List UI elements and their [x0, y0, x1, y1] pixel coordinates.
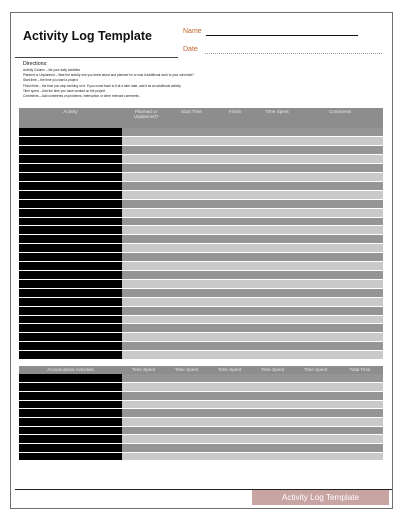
entry-cell[interactable] — [294, 452, 337, 461]
entry-cell[interactable] — [170, 181, 213, 190]
entry-cell[interactable] — [257, 279, 297, 288]
entry-cell[interactable] — [122, 190, 170, 199]
entry-cell[interactable] — [213, 253, 257, 262]
activity-name-cell[interactable] — [19, 452, 122, 461]
entry-cell[interactable] — [208, 417, 251, 426]
column-header-time-spent: Time Spent — [294, 366, 337, 374]
entry-cell[interactable] — [297, 164, 383, 173]
directions-line: Activity Column – list your daily activities — [23, 68, 81, 72]
table-row — [19, 391, 383, 400]
activity-name-cell[interactable] — [19, 173, 122, 182]
entry-cell[interactable] — [257, 306, 297, 315]
activity-name-cell[interactable] — [19, 288, 122, 297]
entry-cell[interactable] — [297, 306, 383, 315]
table-row — [19, 190, 383, 199]
column-header-finish: Finish — [213, 108, 257, 128]
entry-cell[interactable] — [208, 444, 251, 453]
entry-cell[interactable] — [251, 426, 294, 435]
entry-cell[interactable] — [122, 409, 165, 418]
activity-name-cell[interactable] — [19, 444, 122, 453]
entry-cell[interactable] — [122, 417, 165, 426]
activity-name-cell[interactable] — [19, 244, 122, 253]
entry-cell[interactable] — [297, 315, 383, 324]
entry-cell[interactable] — [213, 262, 257, 271]
activity-name-cell[interactable] — [19, 155, 122, 164]
entry-cell[interactable] — [122, 297, 170, 306]
entry-cell[interactable] — [122, 181, 170, 190]
entry-cell[interactable] — [257, 181, 297, 190]
entry-cell[interactable] — [170, 244, 213, 253]
entry-cell[interactable] — [170, 226, 213, 235]
entry-cell[interactable] — [213, 181, 257, 190]
entry-cell[interactable] — [208, 383, 251, 392]
entry-cell[interactable] — [122, 244, 170, 253]
activity-name-cell[interactable] — [19, 400, 122, 409]
entry-cell[interactable] — [297, 271, 383, 280]
footer-badge: Activity Log Template — [252, 490, 389, 505]
table-header-row — [19, 108, 383, 128]
entry-cell[interactable] — [122, 253, 170, 262]
entry-cell[interactable] — [170, 279, 213, 288]
entry-cell[interactable] — [213, 306, 257, 315]
entry-cell[interactable] — [170, 173, 213, 182]
activity-name-cell[interactable] — [19, 128, 122, 137]
activity-name-cell[interactable] — [19, 426, 122, 435]
entry-cell[interactable] — [297, 181, 383, 190]
entry-cell[interactable] — [122, 288, 170, 297]
entry-cell[interactable] — [294, 400, 337, 409]
table-row — [19, 244, 383, 253]
entry-cell[interactable] — [297, 199, 383, 208]
entry-cell[interactable] — [213, 208, 257, 217]
table-row — [19, 279, 383, 288]
entry-cell[interactable] — [122, 342, 170, 351]
entry-cell[interactable] — [294, 444, 337, 453]
table-row — [19, 235, 383, 244]
entry-cell[interactable] — [297, 324, 383, 333]
entry-cell[interactable] — [208, 426, 251, 435]
column-header-time-spent: Time Spent — [208, 366, 251, 374]
activity-name-cell[interactable] — [19, 435, 122, 444]
table-row — [19, 288, 383, 297]
table-row — [19, 306, 383, 315]
entry-cell[interactable] — [122, 452, 165, 461]
activity-name-cell[interactable] — [19, 190, 122, 199]
entry-cell[interactable] — [170, 351, 213, 360]
entry-cell[interactable] — [213, 226, 257, 235]
entry-cell[interactable] — [251, 417, 294, 426]
entry-cell[interactable] — [297, 208, 383, 217]
entry-cell[interactable] — [213, 235, 257, 244]
entry-cell[interactable] — [257, 297, 297, 306]
table-row — [19, 128, 383, 137]
activity-name-cell[interactable] — [19, 333, 122, 342]
table-row — [19, 324, 383, 333]
entry-cell[interactable] — [257, 146, 297, 155]
entry-cell[interactable] — [213, 137, 257, 146]
entry-cell[interactable] — [122, 315, 170, 324]
entry-cell[interactable] — [297, 333, 383, 342]
entry-cell[interactable] — [257, 199, 297, 208]
entry-cell[interactable] — [165, 426, 208, 435]
table-row — [19, 426, 383, 435]
entry-cell[interactable] — [297, 262, 383, 271]
entry-cell[interactable] — [213, 351, 257, 360]
entry-cell[interactable] — [257, 217, 297, 226]
entry-cell[interactable] — [170, 333, 213, 342]
activity-name-cell[interactable] — [19, 235, 122, 244]
entry-cell[interactable] — [170, 146, 213, 155]
entry-cell[interactable] — [294, 409, 337, 418]
table-row — [19, 297, 383, 306]
entry-cell[interactable] — [257, 288, 297, 297]
table-row — [19, 333, 383, 342]
entry-cell[interactable] — [122, 155, 170, 164]
entry-cell[interactable] — [213, 128, 257, 137]
entry-cell[interactable] — [257, 190, 297, 199]
entry-cell[interactable] — [294, 435, 337, 444]
entry-cell[interactable] — [337, 409, 383, 418]
name-label: Name — [183, 28, 202, 35]
entry-cell[interactable] — [257, 324, 297, 333]
column-header-activity: Activity — [19, 108, 122, 128]
column-header-start-time: Start Time — [170, 108, 213, 128]
entry-cell[interactable] — [213, 164, 257, 173]
column-header-comments: Comments — [297, 108, 383, 128]
entry-cell[interactable] — [297, 297, 383, 306]
entry-cell[interactable] — [297, 173, 383, 182]
directions-block — [23, 61, 383, 99]
entry-cell[interactable] — [208, 452, 251, 461]
entry-cell[interactable] — [213, 173, 257, 182]
entry-cell[interactable] — [213, 146, 257, 155]
column-header-time-spent: Time Spent — [257, 108, 297, 128]
entry-cell[interactable] — [213, 288, 257, 297]
entry-cell[interactable] — [213, 155, 257, 164]
table-row — [19, 208, 383, 217]
entry-cell[interactable] — [170, 324, 213, 333]
entry-cell[interactable] — [122, 426, 165, 435]
table-row — [19, 452, 383, 461]
entry-cell[interactable] — [122, 217, 170, 226]
entry-cell[interactable] — [165, 452, 208, 461]
entry-cell[interactable] — [294, 374, 337, 383]
entry-cell[interactable] — [122, 137, 170, 146]
entry-cell[interactable] — [337, 383, 383, 392]
entry-cell[interactable] — [297, 155, 383, 164]
table-row — [19, 226, 383, 235]
entry-cell[interactable] — [297, 128, 383, 137]
entry-cell[interactable] — [170, 297, 213, 306]
entry-cell[interactable] — [251, 409, 294, 418]
title-underline — [15, 57, 178, 58]
directions-line: Start time – the time you start a project — [23, 78, 78, 83]
activity-name-cell[interactable] — [19, 137, 122, 146]
entry-cell[interactable] — [213, 333, 257, 342]
entry-cell[interactable] — [213, 279, 257, 288]
entry-cell[interactable] — [297, 190, 383, 199]
entry-cell[interactable] — [213, 297, 257, 306]
entry-cell[interactable] — [170, 235, 213, 244]
entry-cell[interactable] — [165, 409, 208, 418]
entry-cell[interactable] — [170, 155, 213, 164]
entry-cell[interactable] — [294, 383, 337, 392]
activity-name-cell[interactable] — [19, 374, 122, 383]
table-row — [19, 155, 383, 164]
entry-cell[interactable] — [122, 164, 170, 173]
entry-cell[interactable] — [170, 164, 213, 173]
table-row — [19, 262, 383, 271]
entry-cell[interactable] — [257, 253, 297, 262]
entry-cell[interactable] — [337, 435, 383, 444]
entry-cell[interactable] — [213, 342, 257, 351]
table-row — [19, 253, 383, 262]
entry-cell[interactable] — [122, 400, 165, 409]
entry-cell[interactable] — [213, 315, 257, 324]
entry-cell[interactable] — [122, 199, 170, 208]
table-row — [19, 435, 383, 444]
entry-cell[interactable] — [165, 391, 208, 400]
entry-cell[interactable] — [213, 324, 257, 333]
table-row — [19, 315, 383, 324]
entry-cell[interactable] — [251, 383, 294, 392]
entry-cell[interactable] — [337, 391, 383, 400]
entry-cell[interactable] — [122, 324, 170, 333]
entry-cell[interactable] — [122, 146, 170, 155]
directions-line: Time spent – Add the time you have worked on the project — [23, 88, 106, 93]
entry-cell[interactable] — [257, 351, 297, 360]
entry-cell[interactable] — [297, 342, 383, 351]
column-header-planned: Planned or Unplanned? — [122, 108, 170, 128]
name-field[interactable] — [206, 35, 358, 36]
entry-cell[interactable] — [170, 190, 213, 199]
entry-cell[interactable] — [213, 199, 257, 208]
entry-cell[interactable] — [122, 235, 170, 244]
entry-cell[interactable] — [251, 435, 294, 444]
entry-cell[interactable] — [297, 279, 383, 288]
entry-cell[interactable] — [208, 435, 251, 444]
activity-name-cell[interactable] — [19, 391, 122, 400]
activity-name-cell[interactable] — [19, 199, 122, 208]
entry-cell[interactable] — [297, 226, 383, 235]
directions-line: Comments – Add comments on problems, interruption or other relevant comments. — [23, 94, 140, 99]
entry-cell[interactable] — [297, 137, 383, 146]
activity-name-cell[interactable] — [19, 271, 122, 280]
entry-cell[interactable] — [122, 279, 170, 288]
column-header-accumulative-activities: Accumulative Activities — [19, 366, 122, 374]
activity-name-cell[interactable] — [19, 351, 122, 360]
entry-cell[interactable] — [165, 444, 208, 453]
entry-cell[interactable] — [170, 208, 213, 217]
entry-cell[interactable] — [337, 417, 383, 426]
table-row — [19, 400, 383, 409]
column-header-time-spent: Time Spent — [251, 366, 294, 374]
entry-cell[interactable] — [122, 262, 170, 271]
entry-cell[interactable] — [257, 137, 297, 146]
entry-cell[interactable] — [251, 391, 294, 400]
entry-cell[interactable] — [122, 306, 170, 315]
entry-cell[interactable] — [170, 262, 213, 271]
table-row — [19, 146, 383, 155]
activity-name-cell[interactable] — [19, 324, 122, 333]
entry-cell[interactable] — [122, 383, 165, 392]
table-row — [19, 351, 383, 360]
entry-cell[interactable] — [337, 444, 383, 453]
entry-cell[interactable] — [251, 400, 294, 409]
table-row — [19, 173, 383, 182]
entry-cell[interactable] — [297, 253, 383, 262]
entry-cell[interactable] — [122, 351, 170, 360]
table-row — [19, 374, 383, 383]
entry-cell[interactable] — [297, 288, 383, 297]
activity-name-cell[interactable] — [19, 253, 122, 262]
activity-name-cell[interactable] — [19, 226, 122, 235]
entry-cell[interactable] — [165, 383, 208, 392]
activity-name-cell[interactable] — [19, 315, 122, 324]
table-row — [19, 164, 383, 173]
entry-cell[interactable] — [122, 374, 165, 383]
entry-cell[interactable] — [257, 333, 297, 342]
entry-cell[interactable] — [208, 400, 251, 409]
entry-cell[interactable] — [251, 452, 294, 461]
entry-cell[interactable] — [170, 128, 213, 137]
table-row — [19, 199, 383, 208]
activity-name-cell[interactable] — [19, 181, 122, 190]
activity-name-cell[interactable] — [19, 383, 122, 392]
entry-cell[interactable] — [213, 217, 257, 226]
entry-cell[interactable] — [122, 271, 170, 280]
activity-name-cell[interactable] — [19, 208, 122, 217]
entry-cell[interactable] — [170, 199, 213, 208]
entry-cell[interactable] — [294, 391, 337, 400]
entry-cell[interactable] — [213, 271, 257, 280]
activity-name-cell[interactable] — [19, 146, 122, 155]
column-header-time-spent: Time Spent — [122, 366, 165, 374]
entry-cell[interactable] — [337, 426, 383, 435]
entry-cell[interactable] — [257, 342, 297, 351]
activity-name-cell[interactable] — [19, 409, 122, 418]
entry-cell[interactable] — [257, 244, 297, 253]
directions-heading: Directions: — [23, 61, 48, 67]
activity-name-cell[interactable] — [19, 262, 122, 271]
date-field[interactable] — [205, 53, 382, 54]
entry-cell[interactable] — [208, 374, 251, 383]
column-header-total-time: Total Time — [337, 366, 383, 374]
table-header-row — [19, 366, 383, 374]
table-row — [19, 181, 383, 190]
table-row — [19, 217, 383, 226]
entry-cell[interactable] — [122, 128, 170, 137]
entry-cell[interactable] — [257, 208, 297, 217]
page-title: Activity Log Template — [23, 29, 152, 43]
entry-cell[interactable] — [337, 400, 383, 409]
entry-cell[interactable] — [122, 444, 165, 453]
table-row — [19, 444, 383, 453]
entry-cell[interactable] — [257, 164, 297, 173]
entry-cell[interactable] — [122, 173, 170, 182]
entry-cell[interactable] — [170, 342, 213, 351]
table-row — [19, 342, 383, 351]
table-row — [19, 409, 383, 418]
entry-cell[interactable] — [170, 217, 213, 226]
entry-cell[interactable] — [257, 235, 297, 244]
entry-cell[interactable] — [297, 244, 383, 253]
entry-cell[interactable] — [122, 391, 165, 400]
entry-cell[interactable] — [297, 146, 383, 155]
entry-cell[interactable] — [165, 435, 208, 444]
entry-cell[interactable] — [257, 262, 297, 271]
entry-cell[interactable] — [251, 444, 294, 453]
date-label: Date — [183, 46, 198, 53]
activity-name-cell[interactable] — [19, 164, 122, 173]
entry-cell[interactable] — [208, 409, 251, 418]
entry-cell[interactable] — [297, 351, 383, 360]
activity-name-cell[interactable] — [19, 342, 122, 351]
entry-cell[interactable] — [208, 391, 251, 400]
column-header-time-spent: Time Spent — [165, 366, 208, 374]
table-row — [19, 417, 383, 426]
activity-name-cell[interactable] — [19, 306, 122, 315]
entry-cell[interactable] — [170, 315, 213, 324]
entry-cell[interactable] — [170, 288, 213, 297]
entry-cell[interactable] — [337, 374, 383, 383]
entry-cell[interactable] — [170, 271, 213, 280]
entry-cell[interactable] — [257, 155, 297, 164]
entry-cell[interactable] — [170, 306, 213, 315]
entry-cell[interactable] — [170, 137, 213, 146]
entry-cell[interactable] — [213, 190, 257, 199]
entry-cell[interactable] — [337, 452, 383, 461]
table-row — [19, 271, 383, 280]
entry-cell[interactable] — [170, 253, 213, 262]
accumulative-activities-table — [19, 366, 383, 461]
entry-cell[interactable] — [122, 208, 170, 217]
directions-line: Finish time – the time you stop working on it. If you come back to it at a later date, add it as an additional activity. — [23, 83, 182, 88]
entry-cell[interactable] — [122, 226, 170, 235]
entry-cell[interactable] — [257, 315, 297, 324]
entry-cell[interactable] — [165, 417, 208, 426]
entry-cell[interactable] — [257, 226, 297, 235]
entry-cell[interactable] — [294, 417, 337, 426]
entry-cell[interactable] — [257, 128, 297, 137]
entry-cell[interactable] — [122, 435, 165, 444]
entry-cell[interactable] — [297, 217, 383, 226]
activity-name-cell[interactable] — [19, 417, 122, 426]
directions-line: Planned or Unplanned – Was the activity one you knew about and planned for or was it additional work to your schedule? — [23, 73, 194, 78]
entry-cell[interactable] — [297, 235, 383, 244]
activity-name-cell[interactable] — [19, 279, 122, 288]
table-row — [19, 383, 383, 392]
activity-log-table — [19, 108, 383, 360]
entry-cell[interactable] — [294, 426, 337, 435]
entry-cell[interactable] — [165, 374, 208, 383]
entry-cell[interactable] — [257, 173, 297, 182]
entry-cell[interactable] — [251, 374, 294, 383]
entry-cell[interactable] — [122, 333, 170, 342]
entry-cell[interactable] — [213, 244, 257, 253]
entry-cell[interactable] — [165, 400, 208, 409]
table-row — [19, 137, 383, 146]
activity-name-cell[interactable] — [19, 217, 122, 226]
entry-cell[interactable] — [257, 271, 297, 280]
activity-name-cell[interactable] — [19, 297, 122, 306]
